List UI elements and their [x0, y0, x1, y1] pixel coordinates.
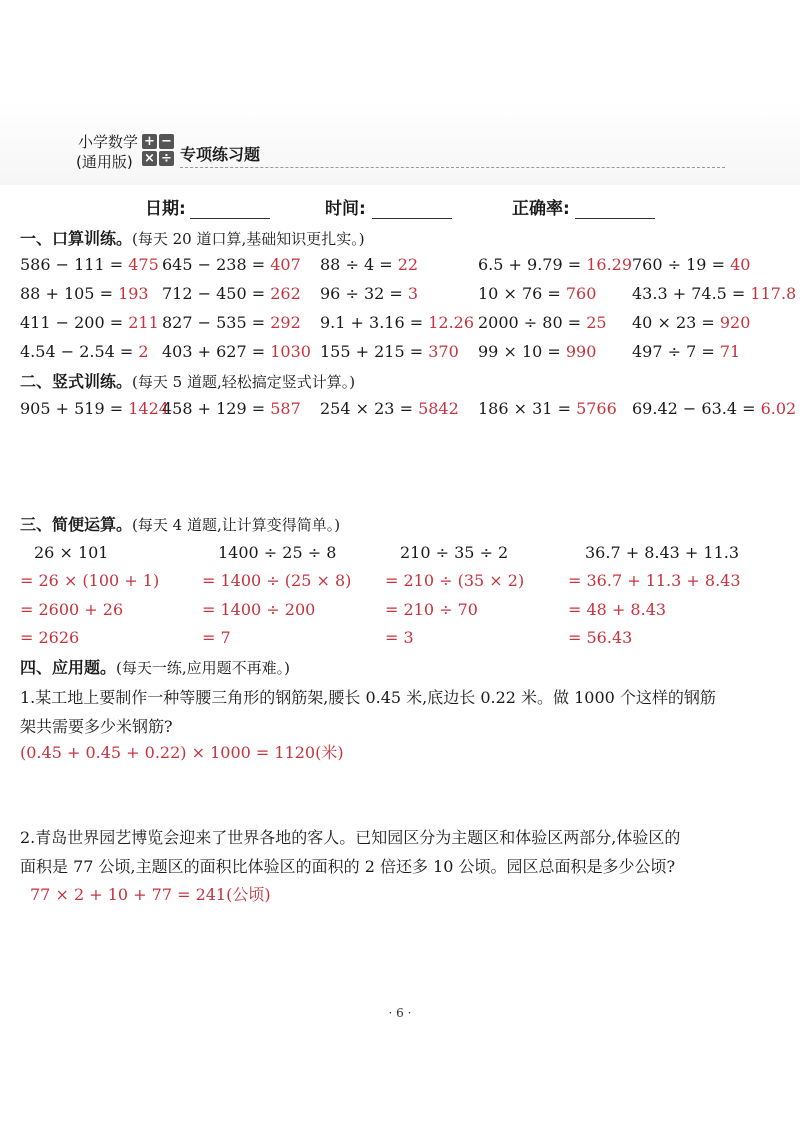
answer-text: 1030	[270, 342, 311, 361]
question-text: 827 − 535 =	[162, 313, 271, 332]
oral-calc-item	[20, 282, 149, 306]
question-text: 760 ÷ 19 =	[632, 255, 731, 274]
question-text: 96 ÷ 32 =	[320, 284, 408, 303]
series-label	[78, 132, 138, 172]
series-line-1: 小学数学	[78, 133, 139, 151]
answer-text: 262	[270, 284, 301, 303]
answer-text: 193	[118, 284, 149, 303]
oral-calc-item	[478, 253, 632, 277]
question-text: 905 + 519 =	[20, 399, 129, 418]
oral-calc-item	[478, 282, 596, 306]
oral-calc-item	[478, 340, 596, 364]
section-4-note: (每天一练,应用题不再难。)	[116, 659, 290, 677]
question-text: 155 + 215 =	[320, 342, 429, 361]
plus-icon: +	[142, 134, 157, 149]
problem-1-solution: (0.45 + 0.45 + 0.22) × 1000 = 1120(米)	[20, 743, 344, 762]
answer-text: 2	[138, 342, 149, 361]
accuracy-label: 正确率:	[512, 199, 570, 219]
problem-2-line-2: 面积是 77 公顷,主题区的面积比体验区的面积的 2 倍还多 10 公顷。园区总面积是多少公顷?	[20, 857, 676, 876]
question-text: 9.1 + 3.16 =	[320, 313, 429, 332]
simplify-step: = 48 + 8.43	[568, 600, 667, 619]
problem-2-line-1: 2.青岛世界园艺博览会迎来了世界各地的客人。已知园区分为主题区和体验区两部分,体验区的	[20, 828, 681, 847]
section-3-heading	[20, 513, 340, 537]
answer-text: 587	[270, 399, 301, 418]
section-1-heading	[20, 227, 365, 251]
question-text: 458 + 129 =	[162, 399, 271, 418]
question-text: 645 − 238 =	[162, 255, 271, 274]
answer-text: 211	[128, 313, 159, 332]
oral-calc-item	[320, 311, 474, 335]
oral-calc-item	[632, 340, 740, 364]
date-blank	[190, 218, 270, 219]
oral-calc-item	[320, 282, 418, 306]
oral-calc-item	[162, 253, 301, 277]
simplify-step: = 1400 ÷ 200	[202, 600, 316, 619]
answer-text: 5842	[418, 399, 459, 418]
accuracy-blank	[575, 218, 655, 219]
question-text: 254 × 23 =	[320, 399, 419, 418]
answer-text: 71	[719, 342, 741, 361]
oral-calc-item	[20, 253, 159, 277]
answer-text: 22	[397, 255, 419, 274]
info-row	[0, 196, 800, 222]
question-text: 43.3 + 74.5 =	[632, 284, 751, 303]
section-2-heading	[20, 370, 355, 394]
answer-text: 370	[428, 342, 459, 361]
section-1-title: 一、口算训练。	[20, 229, 133, 248]
section-3-note: (每天 4 道题,让计算变得简单。)	[132, 516, 341, 534]
answer-text: 25	[586, 313, 607, 332]
answer-text: 1424	[128, 399, 169, 418]
minus-icon: −	[159, 134, 174, 149]
question-text: 586 − 111 =	[20, 255, 129, 274]
section-4-title: 四、应用题。	[20, 658, 117, 677]
question-text: 712 − 450 =	[162, 284, 271, 303]
section-3-title: 三、简便运算。	[20, 515, 133, 534]
oral-calc-item	[320, 253, 418, 277]
series-line-2: (通用版)	[76, 153, 133, 171]
problem-2-solution: 77 × 2 + 10 + 77 = 241(公顷)	[30, 885, 271, 904]
simplify-step: = 2626	[20, 628, 80, 647]
simplify-step: = 2600 + 26	[20, 600, 124, 619]
time-label: 时间:	[325, 199, 366, 219]
oral-calc-item	[162, 282, 301, 306]
header-divider	[180, 167, 725, 168]
question-text: 4.54 − 2.54 =	[20, 342, 139, 361]
answer-text: 117.8	[750, 284, 797, 303]
page-number: · 6 ·	[388, 1006, 412, 1020]
simplify-step: = 36.7 + 11.3 + 8.43	[568, 571, 741, 590]
simplify-step: = 3	[385, 628, 414, 647]
problem-2	[20, 823, 790, 881]
answer-text: 760	[565, 284, 597, 303]
question-text: 403 + 627 =	[162, 342, 271, 361]
multiply-icon: ×	[142, 151, 157, 166]
section-4-heading	[20, 656, 290, 680]
section-2-note: (每天 5 道题,轻松搞定竖式计算。)	[132, 373, 356, 391]
section-1-note: (每天 20 道口算,基础知识更扎实。)	[132, 230, 365, 248]
vertical-calc-item	[162, 397, 301, 421]
oral-calc-item	[632, 253, 750, 277]
vertical-calc-item	[478, 397, 617, 421]
oral-calc-item	[632, 311, 750, 335]
answer-text: 407	[270, 255, 301, 274]
question-text: 40 × 23 =	[632, 313, 720, 332]
question-text: 88 + 105 =	[20, 284, 119, 303]
oral-calc-item	[162, 311, 301, 335]
question-text: 10 × 76 =	[478, 284, 566, 303]
question-text: 411 − 200 =	[20, 313, 129, 332]
question-text: 99 × 10 =	[478, 342, 566, 361]
vertical-calc-item	[320, 397, 459, 421]
problem-1-line-2: 架共需要多少米钢筋?	[20, 717, 173, 736]
answer-text: 5766	[576, 399, 617, 418]
operator-logo	[142, 134, 176, 168]
question-text: 6.5 + 9.79 =	[478, 255, 587, 274]
problem-1	[20, 683, 790, 741]
question-text: 69.42 − 63.4 =	[632, 399, 761, 418]
problem-1-line-1: 1.某工地上要制作一种等腰三角形的钢筋架,腰长 0.45 米,底边长 0.22 米。做 1000 个这样的钢筋	[20, 688, 716, 707]
answer-text: 292	[270, 313, 301, 332]
simplify-step: = 210 ÷ 70	[385, 600, 478, 619]
simplify-question: 36.7 + 8.43 + 11.3	[585, 543, 740, 562]
oral-calc-item	[20, 340, 149, 364]
simplify-step: = 210 ÷ (35 × 2)	[385, 571, 525, 590]
question-text: 88 ÷ 4 =	[320, 255, 398, 274]
simplify-step: = 26 × (100 + 1)	[20, 571, 160, 590]
oral-calc-item	[320, 340, 459, 364]
answer-text: 12.26	[428, 313, 475, 332]
simplify-step: = 56.43	[568, 628, 633, 647]
vertical-calc-item	[632, 397, 796, 421]
simplify-step: = 1400 ÷ (25 × 8)	[202, 571, 352, 590]
book-title: 专项练习题	[180, 145, 261, 164]
question-text: 497 ÷ 7 =	[632, 342, 720, 361]
oral-calc-item	[162, 340, 311, 364]
answer-text: 920	[719, 313, 751, 332]
question-text: 2000 ÷ 80 =	[478, 313, 587, 332]
time-blank	[372, 218, 452, 219]
simplify-question: 26 × 101	[34, 543, 109, 562]
divide-icon: ÷	[159, 151, 174, 166]
date-label: 日期:	[145, 199, 186, 219]
answer-text: 3	[407, 284, 419, 303]
oral-calc-item	[20, 311, 159, 335]
answer-text: 6.02	[760, 399, 797, 418]
answer-text: 475	[128, 255, 159, 274]
oral-calc-item	[478, 311, 607, 335]
section-2-title: 二、竖式训练。	[20, 372, 133, 391]
question-text: 186 × 31 =	[478, 399, 577, 418]
vertical-calc-item	[20, 397, 169, 421]
simplify-step: = 7	[202, 628, 231, 647]
answer-text: 16.29	[586, 255, 633, 274]
answer-text: 990	[565, 342, 597, 361]
simplify-question: 210 ÷ 35 ÷ 2	[400, 543, 509, 562]
simplify-question: 1400 ÷ 25 ÷ 8	[218, 543, 337, 562]
answer-text: 40	[730, 255, 751, 274]
oral-calc-item	[632, 282, 796, 306]
page-header	[70, 132, 720, 176]
